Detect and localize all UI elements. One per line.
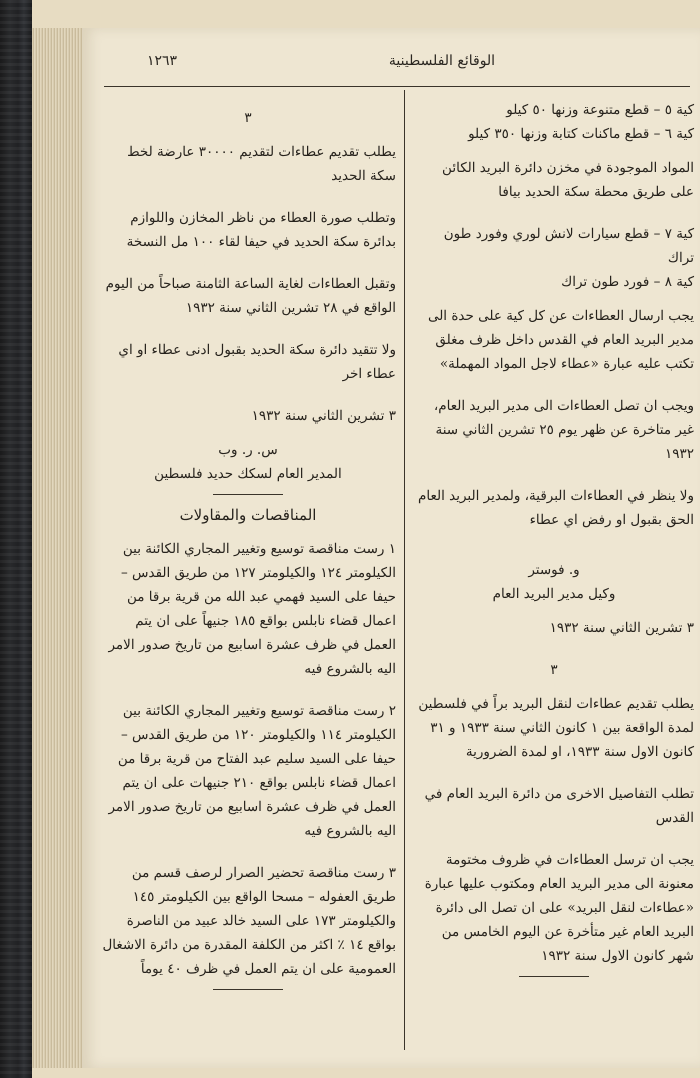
section-heading: المناقصات والمقاولات	[179, 506, 317, 524]
page-header	[82, 28, 700, 84]
paragraph: تطلب التفاصيل الاخرى من دائرة البريد العام في القدس	[424, 786, 694, 826]
list-item: كية ٨ – فورد طون تراك	[561, 274, 694, 290]
paragraph: يطلب تقديم عطاءات لنقل البريد براً في فلسطين لمدة الواقعة بين ١ كانون الثاني سنة ١٩٣٣ و ٣١ كانون الاول سنة ١٩٣٣، او لمدة الضرورية	[418, 696, 694, 760]
paragraph: ولا ينظر في العطاءات البرقية، ولمدير البريد العام الحق بقبول او رفض اي عطاء	[417, 488, 694, 528]
tender-item: ٢ رست مناقصة توسيع وتغيير المجاري الكائنة بين الكيلومتر ١١٤ والكيلومتر ١٢٠ من طريق القدس – حيفا على السيد سليم عبد الفتاح من قرية برقا من اعمال قضاء نابلس بواقع ٢١٠ جنيهات على ان يتم العمل في ظرف عشرة اسابيع من تاريخ صدور الامر اليه بالشروع فيه	[108, 703, 396, 839]
paragraph: وتطلب صورة العطاء من ناظر المخازن واللوازم بدائرة سكة الحديد في حيفا لقاء ١٠٠ مل النسخة	[126, 210, 396, 250]
end-rule	[519, 976, 589, 977]
signature-title: وكيل مدير البريد العام	[492, 586, 616, 602]
date: ٣ تشرين الثاني سنة ١٩٣٢	[549, 620, 694, 636]
section-number: ٣	[244, 110, 252, 126]
tender-item: ١ رست مناقصة توسيع وتغيير المجاري الكائنة بين الكيلومتر ١٢٤ والكيلومتر ١٢٧ من طريق القدس – حيفا على السيد فهمي عبد الله من قرية برقا من اعمال قضاء نابلس بواقع ١٨٥ جنيهاً على ان يتم العمل في ظرف عشرة اسابيع من تاريخ صدور الامر اليه بالشروع فيه	[108, 541, 396, 677]
signature-name: و. فوستر	[528, 562, 580, 578]
paragraph: ولا تتقيد دائرة سكة الحديد بقبول ادنى عطاء او اي عطاء اخر	[118, 342, 396, 382]
signature-title: المدير العام لسكك حديد فلسطين	[154, 466, 342, 482]
section-number: ٣	[550, 662, 558, 678]
left-column	[100, 106, 396, 998]
signature-initials: س. ر. وب	[218, 442, 278, 458]
section-rule	[213, 494, 283, 495]
gazette-page	[82, 28, 700, 1068]
right-column	[414, 98, 694, 985]
page-edges	[32, 28, 83, 1068]
page-number: ١٢٦٣	[147, 53, 178, 69]
list-item: المواد الموجودة في مخزن دائرة البريد الكائن على طريق محطة سكة الحديد بيافا	[442, 160, 694, 200]
book-binding	[0, 0, 32, 1078]
end-rule	[213, 989, 283, 990]
column-divider	[404, 90, 405, 1050]
paragraph: ويجب ان تصل العطاءات الى مدير البريد العام، غير متاخرة عن ظهر يوم ٢٥ تشرين الثاني سنة ١٩٣٢	[433, 398, 694, 462]
paragraph: يجب ان ترسل العطاءات في ظروف مختومة معنونة الى مدير البريد العام ومكتوب عليها عبارة «عطاءات لنقل البريد» على ان تصل الى دائرة البريد العام غير متأخرة عن اليوم الخامس من شهر كانون الاول سنة ١٩٣٢	[424, 852, 694, 964]
list-item: كية ٧ – قطع سيارات لانش لوري وفورد طون تراك	[443, 226, 694, 266]
list-item: كية ٦ – قطع ماكنات كتابة وزنها ٣٥٠ كيلو	[468, 126, 694, 142]
list-item: كية ٥ – قطع متنوعة وزنها ٥٠ كيلو	[506, 102, 694, 118]
header-rule	[104, 86, 690, 87]
paragraph: يطلب تقديم عطاءات لتقديم ٣٠٠٠٠ عارضة لخط سكة الحديد	[127, 144, 396, 184]
gazette-title: الوقائع الفلسطينية	[388, 53, 496, 69]
date: ٣ تشرين الثاني سنة ١٩٣٢	[251, 408, 396, 424]
paragraph: وتقبل العطاءات لغاية الساعة الثامنة صباحاً من اليوم الواقع في ٢٨ تشرين الثاني سنة ١٩٣٢	[105, 276, 396, 316]
paragraph: يجب ارسال العطاءات عن كل كية على حدة الى مدير البريد العام في القدس داخل ظرف مغلق تكتب عليه عبارة «عطاء لاجل المواد المهملة»	[427, 308, 694, 372]
tender-item: ٣ رست مناقصة تحضير الصرار لرصف قسم من طريق العفوله – مسحا الواقع بين الكيلومتر ١٤٥ والكيلومتر ١٧٣ على السيد خالد عبيد من الناصرة بواقع ١٤ ٪ اكثر من الكلفة المقدرة من دائرة الاشغال العمومية على ان يتم العمل في ظرف ٤٠ يوماً	[102, 865, 396, 977]
